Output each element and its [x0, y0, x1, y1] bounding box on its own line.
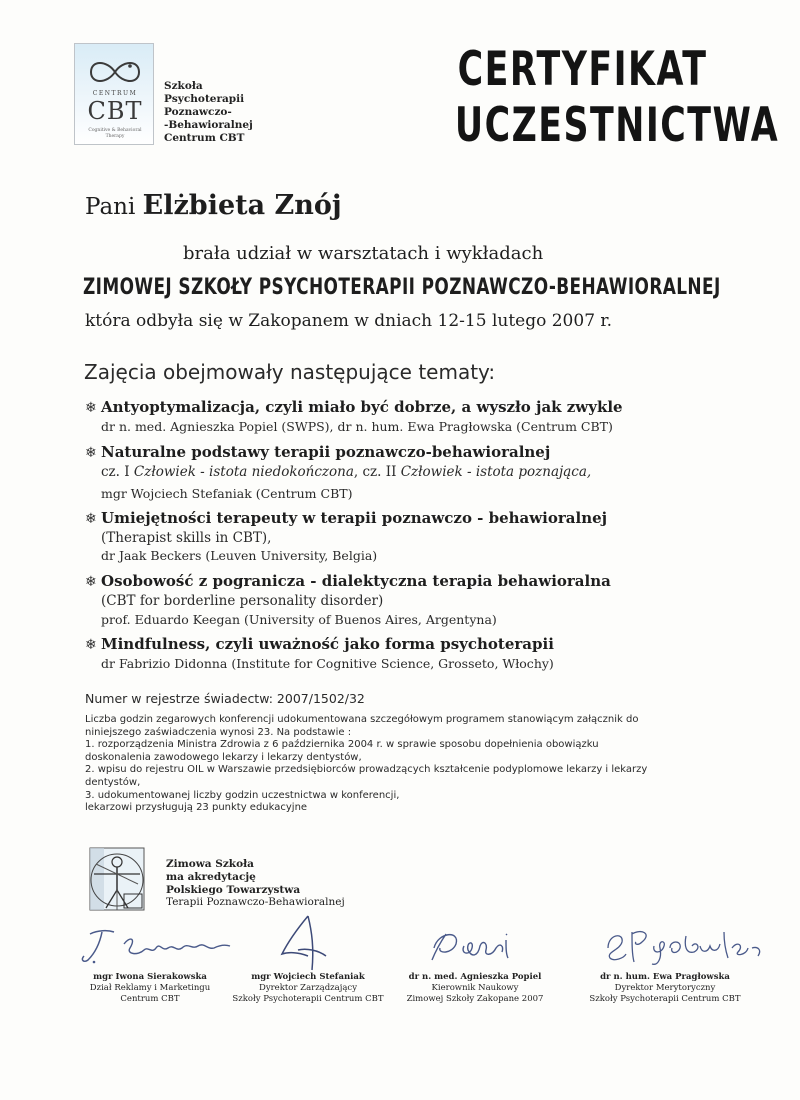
- topic-title-text: Osobowość z pogranicza - dialektyczna terapia behawioralna: [101, 572, 611, 590]
- signature-block-popiel: [385, 972, 565, 1005]
- snowflake-icon: ❄: [85, 574, 97, 590]
- logo-cbt-label: CBT: [87, 97, 143, 125]
- school-name-line: Poznawczo-: [164, 106, 232, 118]
- topic-title: [85, 572, 611, 590]
- topic-detail-part: , cz. II: [353, 464, 401, 480]
- accreditation-line: ma akredytację: [166, 870, 256, 883]
- signatory-role: Dyrektor Zarządzający: [259, 983, 357, 993]
- signatory-name: mgr Iwona Sierakowska: [93, 972, 207, 982]
- recipient-name: Elżbieta Znój: [142, 190, 342, 221]
- topic-title: [85, 635, 554, 653]
- signatory-role: Centrum CBT: [120, 994, 180, 1004]
- logo-subtitle: Cognitive & Behavioral Therapy: [88, 128, 142, 139]
- topic-presenter: dr n. med. Agnieszka Popiel (SWPS), dr n. hum. Ewa Pragłowska (Centrum CBT): [101, 419, 613, 434]
- infinity-logo-icon: [85, 58, 145, 86]
- signature-block-sierakowska: [60, 972, 240, 1005]
- certificate-title-line1: CERTYFIKAT: [457, 42, 708, 97]
- snowflake-icon: ❄: [85, 400, 97, 416]
- signatory-role: Szkoły Psychoterapii Centrum CBT: [232, 994, 384, 1004]
- topic-detail-part: cz. I: [101, 464, 134, 480]
- school-name-line: Psychoterapii: [164, 93, 245, 105]
- topic-title: [85, 509, 607, 527]
- participation-statement: brała udział w warsztatach i wykładach: [183, 243, 544, 264]
- topic-detail-italic: Człowiek - istota niedokończona: [133, 464, 354, 480]
- topic-title-text: Antyoptymalizacja, czyli miało być dobrze, a wyszło jak zwykle: [101, 398, 623, 416]
- topic-title-text: Umiejętności terapeuty w terapii poznawczo - behawioralnej: [101, 509, 608, 527]
- topic-subtitle: (Therapist skills in CBT),: [101, 530, 272, 546]
- legal-line: dentystów,: [85, 776, 141, 788]
- signature-block-praglowska: [570, 972, 760, 1005]
- legal-line: niniejszego zaświadczenia wynosi 23. Na podstawie :: [85, 726, 352, 738]
- legal-line: lekarzowi przysługują 23 punkty edukacyjne: [85, 802, 308, 814]
- certificate-title-line2: UCZESTNICTWA: [454, 98, 780, 153]
- legal-line: 1. rozporządzenia Ministra Zdrowia z 6 października 2004 r. w sprawie sposobu dopełnienia obowiązku: [85, 739, 599, 751]
- school-name-line: -Behawioralnej: [164, 119, 253, 131]
- signatory-role: Szkoły Psychoterapii Centrum CBT: [589, 994, 741, 1004]
- accreditation-line: Zimowa Szkoła: [166, 858, 254, 870]
- topic-detail: [101, 464, 591, 480]
- signatory-name: dr n. med. Agnieszka Popiel: [408, 972, 542, 982]
- signatory-role: Dyrektor Merytoryczny: [614, 983, 716, 993]
- topic-subtitle: (CBT for borderline personality disorder): [101, 593, 384, 609]
- logo-centrum-label: CENTRUM: [92, 90, 138, 97]
- snowflake-icon: ❄: [85, 511, 97, 527]
- signature-block-stefaniak: [218, 972, 398, 1005]
- signatory-role: Kierownik Naukowy: [431, 983, 519, 993]
- topic-title-text: Naturalne podstawy terapii poznawczo-behawioralnej: [101, 443, 551, 461]
- school-name-block: [164, 80, 253, 145]
- signatory-name: dr n. hum. Ewa Pragłowska: [600, 972, 730, 982]
- recipient-prefix: Pani: [85, 194, 136, 220]
- legal-line: 2. wpisu do rejestru OIL w Warszawie przedsiębiorców prowadzących kształcenie podyplomowe lekarzy i lekarzy: [85, 764, 648, 776]
- recipient: [85, 190, 342, 221]
- event-date-place: która odbyła się w Zakopanem w dniach 12-15 lutego 2007 r.: [85, 311, 613, 331]
- vitruvian-man-icon: [84, 842, 150, 916]
- topic-detail-italic: Człowiek - istota poznająca,: [400, 464, 592, 480]
- topics-heading: Zajęcia obejmowały następujące tematy:: [84, 360, 496, 384]
- signature-sierakowska: [68, 920, 238, 970]
- accreditation-line: Polskiego Towarzystwa: [166, 883, 301, 896]
- signature-praglowska: [598, 918, 768, 968]
- snowflake-icon: ❄: [85, 637, 97, 653]
- topic-presenter: mgr Wojciech Stefaniak (Centrum CBT): [101, 486, 353, 501]
- accreditation-line: Terapii Poznawczo-Behawioralnej: [166, 896, 345, 909]
- signatory-role: Zimowej Szkoły Zakopane 2007: [406, 994, 544, 1004]
- topic-title: [85, 398, 623, 416]
- topic-presenter: prof. Eduardo Keegan (University of Buenos Aires, Argentyna): [101, 612, 497, 627]
- school-name-line: Centrum CBT: [164, 132, 245, 144]
- register-number: Numer w rejestrze świadectw: 2007/1502/32: [85, 691, 365, 706]
- legal-notice: [85, 714, 647, 815]
- signatory-role: Dział Reklamy i Marketingu: [89, 983, 211, 993]
- signatory-name: mgr Wojciech Stefaniak: [251, 972, 365, 982]
- snowflake-icon: ❄: [85, 445, 97, 461]
- topic-presenter: dr Jaak Beckers (Leuven University, Belgia): [101, 548, 378, 563]
- signature-stefaniak: [268, 912, 338, 974]
- legal-line: Liczba godzin zegarowych konferencji udokumentowana szczegółowym programem stanowiącym załącznik do: [85, 714, 639, 725]
- school-name-line: Szkoła: [164, 80, 203, 92]
- signature-popiel: [420, 920, 530, 970]
- legal-line: 3. udokumentowanej liczby godzin uczestnictwa w konferencji,: [85, 789, 400, 801]
- topic-title-text: Mindfulness, czyli uważność jako forma psychoterapii: [101, 635, 554, 653]
- topic-title: [85, 443, 550, 461]
- school-event-name: ZIMOWEJ SZKOŁY PSYCHOTERAPII POZNAWCZO-BEHAWIORALNEJ: [83, 275, 721, 300]
- legal-line: doskonalenia zawodowego lekarzy i lekarzy dentystów,: [85, 751, 362, 763]
- topic-presenter: dr Fabrizio Didonna (Institute for Cognitive Science, Grosseto, Włochy): [101, 656, 554, 671]
- centrum-cbt-logo: [74, 43, 154, 145]
- accreditation-text: [166, 858, 345, 909]
